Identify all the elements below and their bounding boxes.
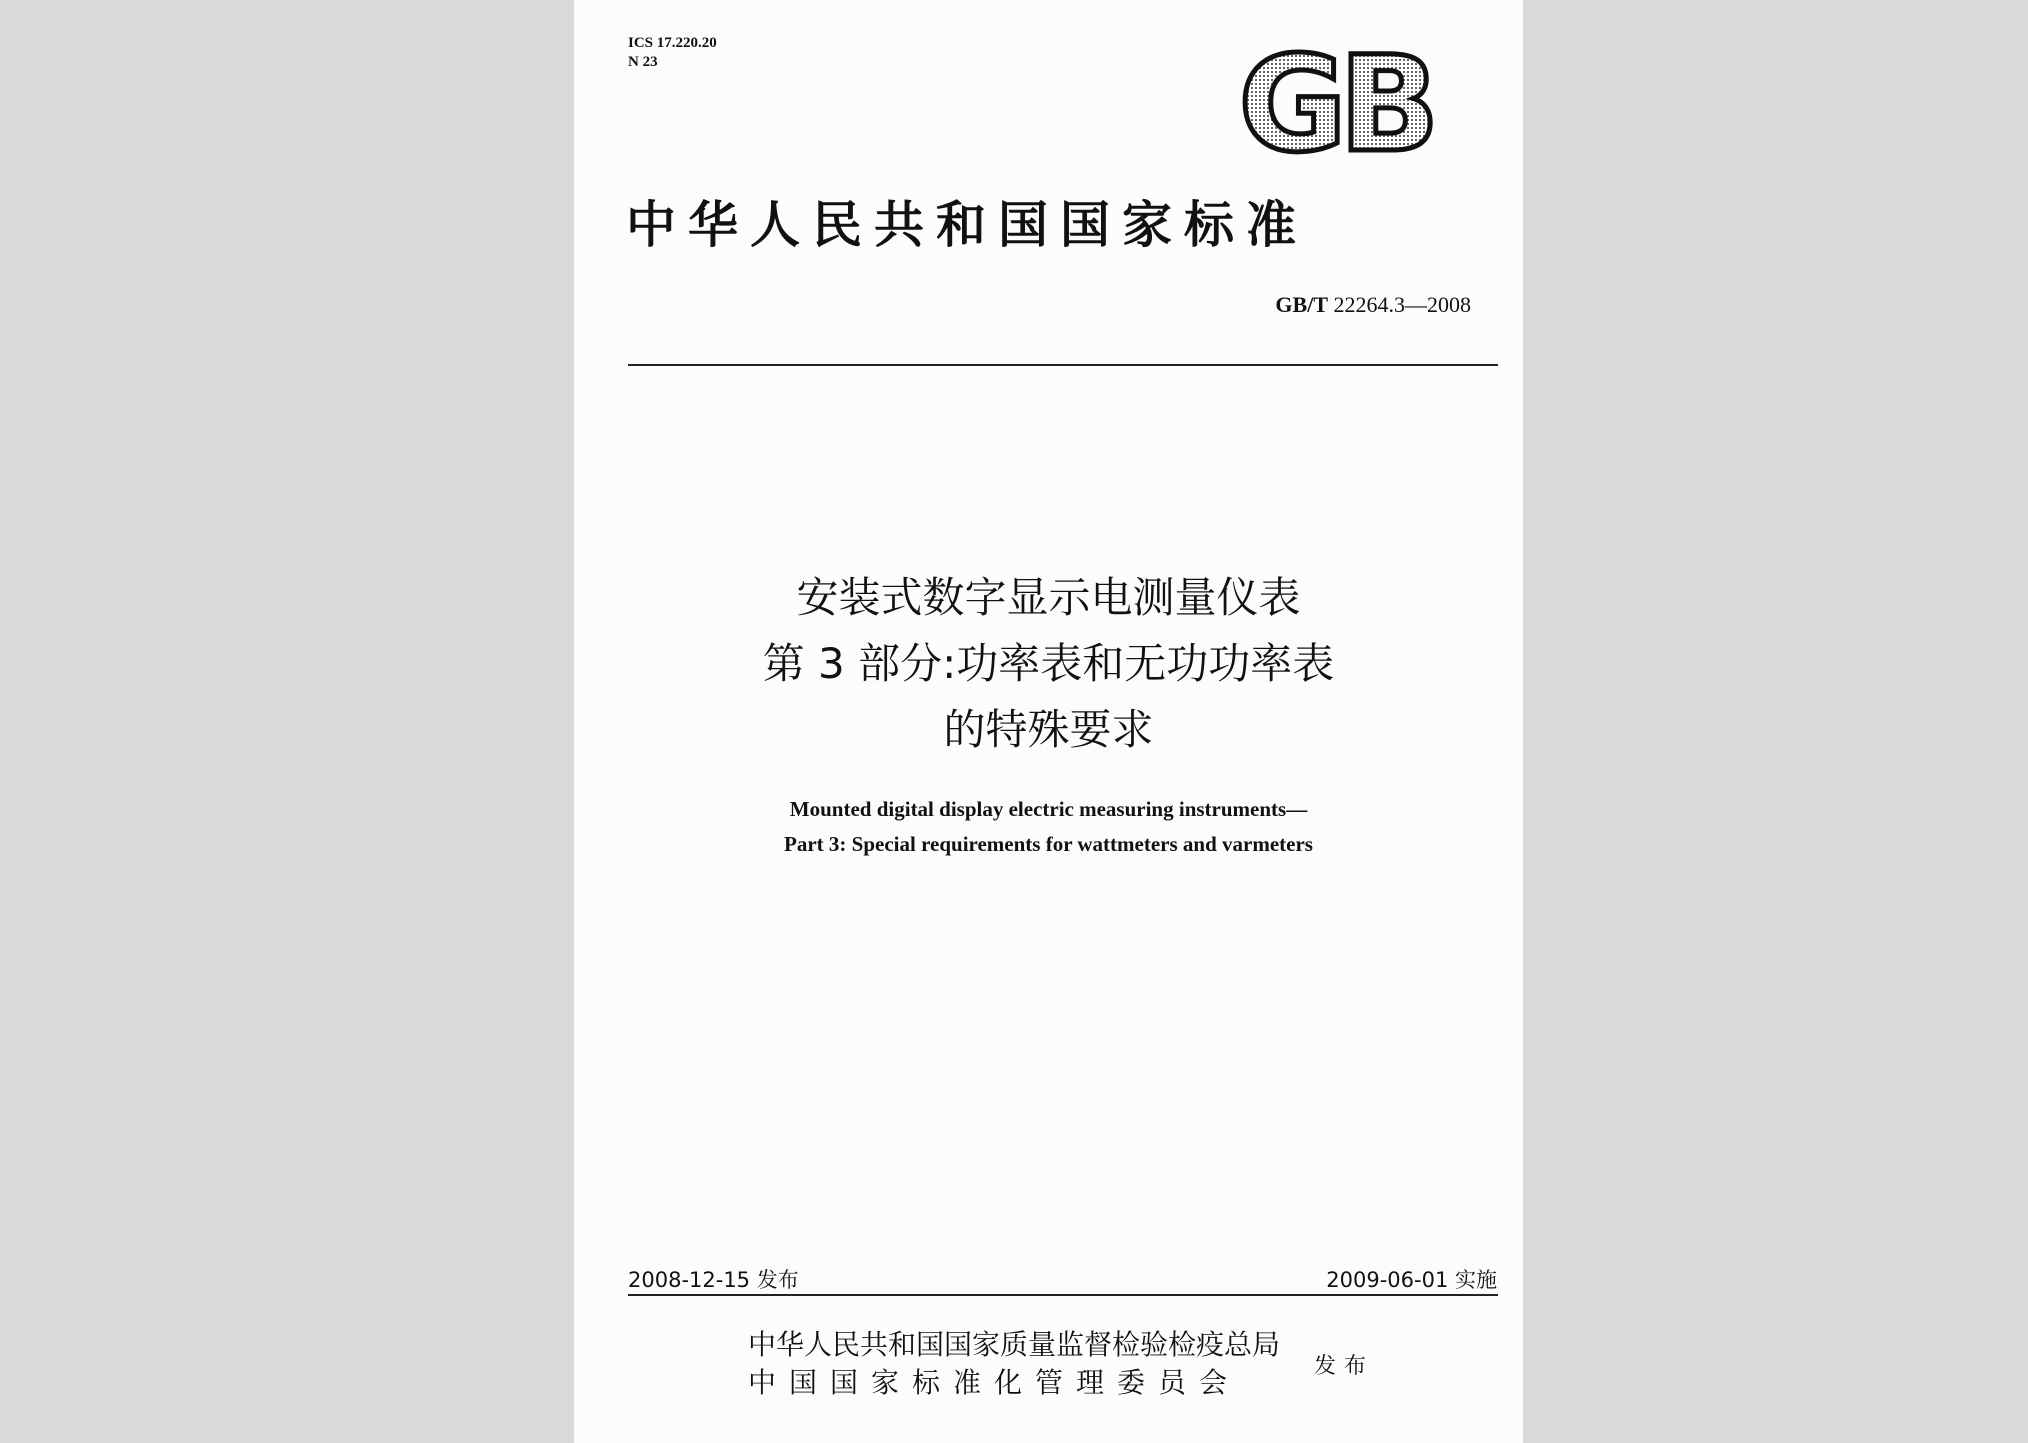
- issuing-organizations: [748, 1326, 1280, 1402]
- chinese-title: [574, 565, 1523, 763]
- issue-date: 2008-12-15 发布: [628, 1268, 799, 1292]
- implementation-date: 2009-06-01 实施: [1326, 1268, 1497, 1292]
- standard-code: 22264.3—2008: [1333, 292, 1471, 317]
- top-divider: [628, 364, 1498, 366]
- issuer-aqsiq: 中华人民共和国国家质量监督检验检疫总局: [748, 1328, 1281, 1361]
- chinese-title-line1: 安装式数字显示电测量仪表: [796, 573, 1301, 622]
- publish-label: 发布: [1314, 1354, 1375, 1379]
- ccs-code: N 23: [628, 54, 658, 70]
- svg-text:GB: GB: [1238, 46, 1432, 160]
- bottom-divider: [628, 1294, 1498, 1296]
- standard-number: [1275, 292, 1471, 318]
- chinese-title-line3: 的特殊要求: [943, 705, 1154, 754]
- classification-codes: [628, 34, 717, 72]
- ics-code: ICS 17.220.20: [628, 35, 717, 51]
- english-title: [574, 792, 1523, 862]
- english-title-line1: Mounted digital display electric measuring instruments—: [789, 797, 1308, 821]
- document-page: [574, 0, 1523, 1443]
- national-standard-title: 中华人民共和国国家标准: [626, 196, 1308, 254]
- issuer-sac: 中国国家标准化管理委员会: [748, 1366, 1241, 1399]
- chinese-title-line2: 第 3 部分:功率表和无功功率表: [762, 639, 1335, 688]
- standard-prefix: GB/T: [1275, 292, 1328, 317]
- english-title-line2: Part 3: Special requirements for wattmeters and varmeters: [784, 832, 1313, 856]
- gb-logo-icon: [1230, 46, 1440, 160]
